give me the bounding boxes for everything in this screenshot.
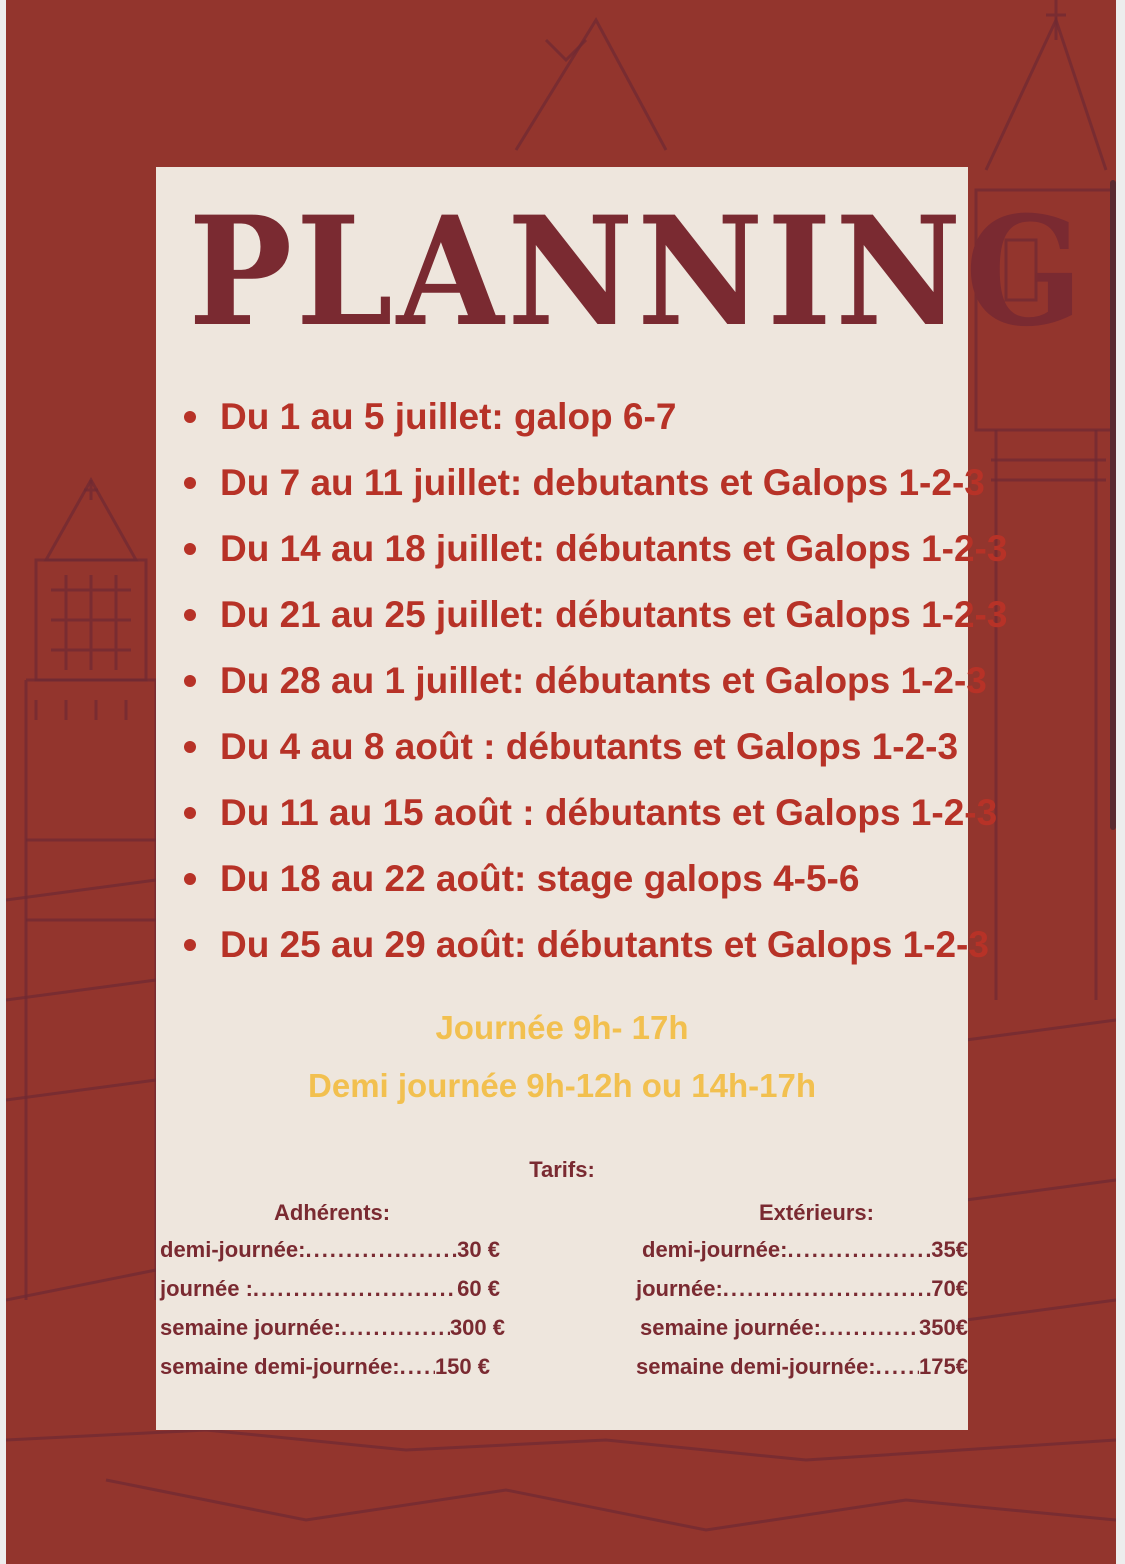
price-label: journée : bbox=[160, 1276, 253, 1301]
members-heading: Adhérents: bbox=[274, 1200, 391, 1225]
price-value: 350€ bbox=[919, 1315, 968, 1340]
price-value: 30 € bbox=[457, 1237, 500, 1262]
members-price-row bbox=[160, 1309, 505, 1347]
bullet-icon bbox=[184, 609, 196, 621]
planning-card bbox=[156, 167, 1087, 1430]
dot-leader bbox=[821, 1309, 919, 1347]
dot-leader bbox=[723, 1270, 931, 1308]
dot-leader bbox=[253, 1270, 457, 1308]
schedule-list bbox=[178, 384, 1008, 978]
tarifs-title: Tarifs: bbox=[529, 1157, 595, 1182]
price-label: demi-journée: bbox=[160, 1237, 306, 1262]
price-label: semaine journée: bbox=[640, 1315, 821, 1340]
bullet-icon bbox=[184, 411, 196, 423]
schedule-item-text: Du 25 au 29 août: débutants et Galops 1-2-3 bbox=[220, 924, 989, 965]
schedule-item-text: Du 4 au 8 août : débutants et Galops 1-2-3 bbox=[220, 726, 959, 767]
schedule-item-text: Du 11 au 15 août : débutants et Galops 1-2-3 bbox=[220, 792, 998, 833]
list-item bbox=[178, 384, 958, 450]
bullet-icon bbox=[184, 675, 196, 687]
bullet-icon bbox=[184, 477, 196, 489]
list-item bbox=[178, 780, 998, 846]
scrollbar[interactable] bbox=[1110, 180, 1116, 830]
schedule-item-text: Du 1 au 5 juillet: galop 6-7 bbox=[220, 396, 677, 437]
price-value: 70€ bbox=[931, 1276, 968, 1301]
members-price-row bbox=[160, 1348, 490, 1386]
dot-leader bbox=[787, 1231, 931, 1269]
external-heading: Extérieurs: bbox=[759, 1200, 874, 1225]
poster-background bbox=[6, 0, 1116, 1564]
price-value: 300 € bbox=[449, 1315, 505, 1340]
bullet-icon bbox=[184, 543, 196, 555]
external-price-row bbox=[642, 1231, 968, 1269]
dot-leader bbox=[305, 1231, 457, 1269]
bullet-icon bbox=[184, 873, 196, 885]
list-item bbox=[178, 846, 958, 912]
bullet-icon bbox=[184, 939, 196, 951]
dot-leader bbox=[341, 1309, 450, 1347]
list-item bbox=[178, 714, 958, 780]
price-value: 35€ bbox=[931, 1237, 968, 1262]
price-label: semaine demi-journée: bbox=[160, 1354, 400, 1379]
external-price-row bbox=[636, 1348, 968, 1386]
bullet-icon bbox=[184, 741, 196, 753]
price-value: 150 € bbox=[434, 1354, 490, 1379]
list-item bbox=[178, 582, 1008, 648]
price-label: demi-journée: bbox=[642, 1237, 788, 1262]
list-item bbox=[178, 450, 985, 516]
schedule-item-text: Du 28 au 1 juillet: débutants et Galops 1-2-3 bbox=[220, 660, 987, 701]
page-title: PLANNING bbox=[188, 184, 1087, 360]
half-day-hours: Demi journée 9h-12h ou 14h-17h bbox=[308, 1067, 816, 1104]
price-value: 60 € bbox=[457, 1276, 500, 1301]
price-label: semaine journée: bbox=[160, 1315, 341, 1340]
schedule-item-text: Du 18 au 22 août: stage galops 4-5-6 bbox=[220, 858, 860, 899]
price-value: 175€ bbox=[919, 1354, 968, 1379]
dot-leader bbox=[876, 1348, 919, 1386]
price-label: semaine demi-journée: bbox=[636, 1354, 876, 1379]
list-item bbox=[178, 912, 989, 978]
members-price-row bbox=[160, 1231, 500, 1269]
external-price-row bbox=[636, 1270, 968, 1308]
bullet-icon bbox=[184, 807, 196, 819]
list-item bbox=[178, 648, 987, 714]
schedule-item-text: Du 7 au 11 juillet: debutants et Galops 1-2-3 bbox=[220, 462, 985, 503]
schedule-item-text: Du 21 au 25 juillet: débutants et Galops 1-2-3 bbox=[220, 594, 1008, 635]
full-day-hours: Journée 9h- 17h bbox=[435, 1009, 689, 1046]
list-item bbox=[178, 516, 1008, 582]
dot-leader bbox=[400, 1348, 435, 1386]
price-label: journée: bbox=[636, 1276, 723, 1301]
schedule-item-text: Du 14 au 18 juillet: débutants et Galops 1-2-3 bbox=[220, 528, 1008, 569]
members-price-row bbox=[160, 1270, 500, 1308]
external-price-row bbox=[640, 1309, 968, 1347]
